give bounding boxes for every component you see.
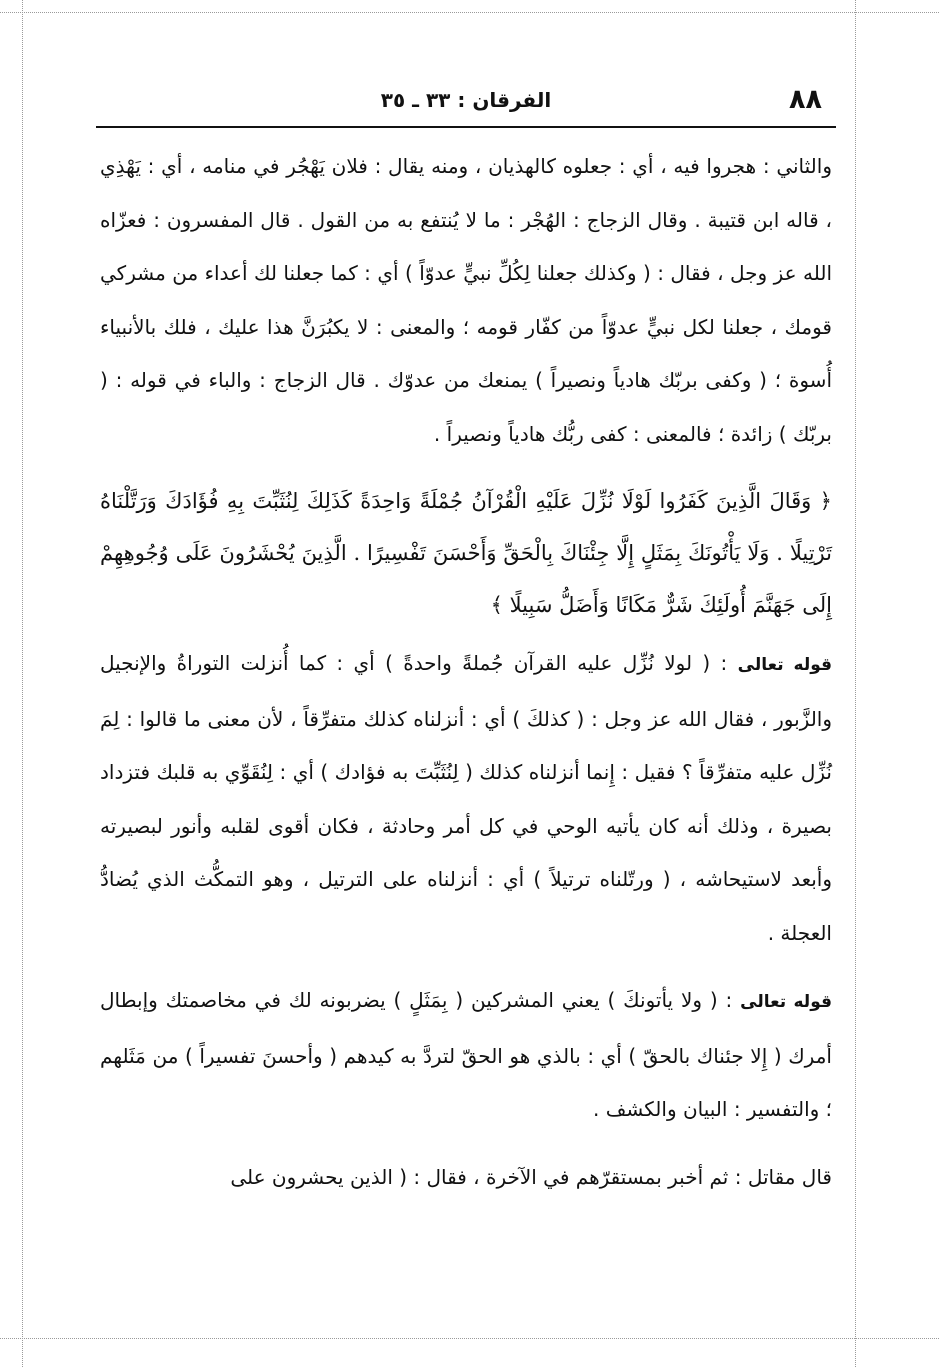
verse-text: ﴿ وَقَالَ الَّذِينَ كَفَرُوا لَوْلَا نُزِّلَ عَلَيْهِ الْقُرْآنُ جُمْلَةً وَاحِدَةً كَذَلِكَ لِنُثَبِّتَ بِهِ فُؤَادَكَ وَرَتَّلْنَاهُ تَرْتِيلًا . وَلَا يَأْتُونَكَ بِمَثَلٍ إِلَّا جِئْنَاكَ بِالْحَقِّ وَأَحْسَنَ تَفْسِيرًا . الَّذِينَ يُحْشَرُونَ عَلَى وُجُوهِهِمْ إِلَى جَهَنَّمَ أُولَئِكَ شَرٌّ مَكَانًا وَأَضَلُّ سَبِيلًا ﴾ <box>100 489 832 617</box>
paragraph-text: قال مقاتل : ثم أخبر بمستقرّهم في الآخرة ، فقال : ( الذين يحشرون على <box>230 1164 832 1189</box>
header-rule <box>96 126 836 128</box>
commentary-paragraph <box>100 637 832 960</box>
main-text <box>100 140 832 1218</box>
commentary-paragraph <box>100 974 832 1137</box>
paragraph-text: : ( ولا يأتونكَ ) يعني المشركين ( بِمَثَلٍ ) يضربونه لك في مخاصمتك وإبطال أمرك ( إِلا جئناك بالحقّ ) أي : بالذي هو الحقّ لتردَّ به كيدهم ( وأحسنَ تفسيراً ) من مَثَلهم ؛ والتفسير : البيان والكشف . <box>100 988 832 1121</box>
scan-edge-top <box>0 12 939 13</box>
paragraph-lead: قوله تعالى <box>737 655 832 675</box>
paragraph-lead: قوله تعالى <box>740 992 832 1012</box>
commentary-paragraph <box>100 140 832 461</box>
paragraph-text: والثاني : هجروا فيه ، أي : جعلوه كالهذيان ، ومنه يقال : فلان يَهْجُر في منامه ، أي : يَهْذِي ، قاله ابن قتيبة . وقال الزجاج : الهُجْر : ما لا يُنتفع به من القول . قال المفسرون : فعزّاه الله عز وجل ، فقال : ( وكذلك جعلنا لِكُلِّ نبيٍّ عدوّاً ) أي : كما جعلنا لك أعداء من مشركي قومك ، جعلنا لكل نبيٍّ عدوّاً من كفّار قومه ؛ والمعنى : لا يكبُرَنَّ هذا عليك ، فلك بالأنبياء أُسوة ؛ ( وكفى بربّك هادياً ونصيراً ) يمنعك من عدوّك . قال الزجاج : والباء في قوله : ( بربّك ) زائدة ؛ فالمعنى : كفى ربُّك هادياً ونصيراً . <box>100 154 832 446</box>
page-number: ٨٨ <box>789 84 822 115</box>
running-head: الفرقان : ٣٣ ـ ٣٥ <box>380 88 552 112</box>
quran-verse-block <box>100 475 832 631</box>
scan-edge-bottom <box>0 1338 939 1339</box>
paragraph-text: : ( لولا نُزِّل عليه القرآن جُملةً واحدةً ) أي : كما أُنزلت التوراةُ والإنجيل والزَّبور ، فقال الله عز وجل : ( كذلكَ ) أي : أنزلناه كذلك متفرِّقاً ، لأن معنى ما قالوا : لِمَ نُزِّل عليه متفرِّقاً ؟ فقيل : إِنما أنزلناه كذلك ( لِنُثَبِّتَ به فؤادك ) أي : لِنُقَوِّي به قلبك فتزداد بصيرة ، وذلك أنه كان يأتيه الوحي في كل أمر وحادثة ، فكان أقوى لقلبه وأنور لبصيرته وأبعد لاستيحاشه ، ( ورتّلناه ترتيلاً ) أي : أنزلناه على الترتيل ، وهو التمكُّث الذي يُضادُّ العجلة . <box>100 651 832 945</box>
page-header <box>100 84 832 124</box>
commentary-paragraph <box>100 1151 832 1205</box>
scan-edge-right <box>855 0 856 1367</box>
scan-edge-left <box>22 0 23 1367</box>
